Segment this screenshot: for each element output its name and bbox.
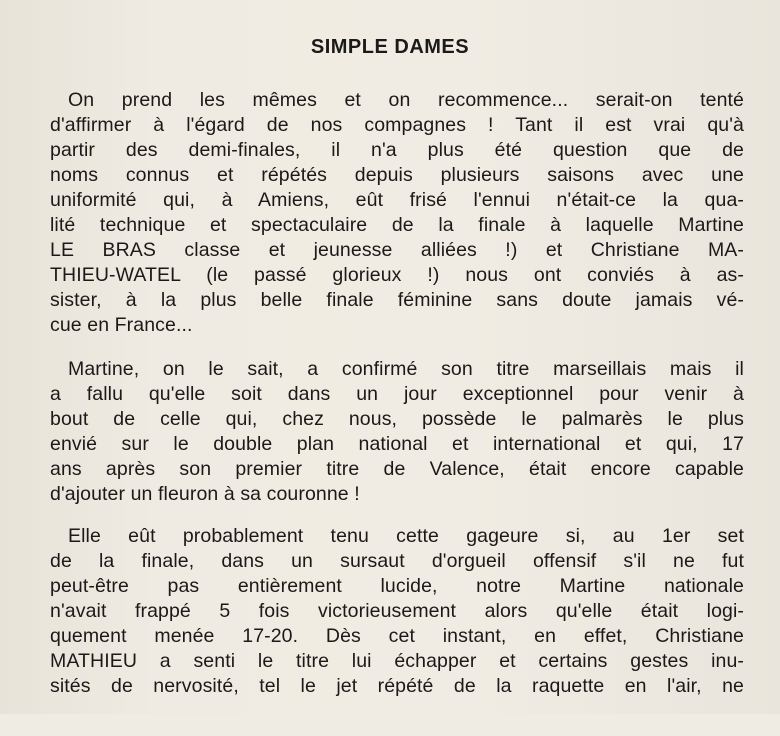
text-line: lité technique et spectaculaire de la finale à laquelle Martine (50, 214, 744, 236)
text-line: d'ajouter un fleuron à sa couronne ! (50, 483, 360, 505)
text-line: uniformité qui, à Amiens, eût frisé l'ennui n'était-ce la qua- (50, 189, 744, 211)
text-line: n'avait frappé 5 fois victorieusement alors qu'elle était logi- (50, 600, 744, 622)
text-line: sités de nervosité, tel le jet répété de la raquette en l'air, ne (50, 675, 744, 697)
text-line: a fallu qu'elle soit dans un jour exceptionnel pour venir à (50, 383, 744, 405)
text-line: ans après son premier titre de Valence, était encore capable (50, 458, 744, 480)
text-line: bout de celle qui, chez nous, possède le palmarès le plus (50, 408, 744, 430)
text-line: sister, à la plus belle finale féminine sans doute jamais vé- (50, 289, 744, 311)
text-line: quement menée 17-20. Dès cet instant, en effet, Christiane (50, 625, 744, 647)
text-line: peut-être pas entièrement lucide, notre Martine nationale (50, 575, 744, 597)
text-line: On prend les mêmes et on recommence... serait-on tenté (68, 89, 744, 111)
text-line: partir des demi-finales, il n'a plus été question que de (50, 139, 744, 161)
text-line: de la finale, dans un sursaut d'orgueil offensif s'il ne fut (50, 550, 744, 572)
text-line: noms connus et répétés depuis plusieurs saisons avec une (50, 164, 744, 186)
text-line: cue en France... (50, 314, 193, 336)
paragraph-3 (50, 524, 744, 699)
text-line: Martine, on le sait, a confirmé son titre marseillais mais il (68, 358, 744, 380)
paragraph-1 (50, 88, 744, 338)
text-line: Elle eût probablement tenu cette gageure si, au 1er set (68, 525, 744, 547)
page-bottom-margin (0, 714, 780, 736)
text-line: d'affirmer à l'égard de nos compagnes ! Tant il est vrai qu'à (50, 114, 744, 136)
text-line: THIEU-WATEL (le passé glorieux !) nous ont conviés à as- (50, 264, 744, 286)
section-title: SIMPLE DAMES (310, 36, 470, 58)
text-line: envié sur le double plan national et international et qui, 17 (50, 433, 744, 455)
text-line: MATHIEU a senti le titre lui échapper et certains gestes inu- (50, 650, 744, 672)
text-line: LE BRAS classe et jeunesse alliées !) et Christiane MA- (50, 239, 744, 261)
paragraph-2 (50, 357, 744, 507)
